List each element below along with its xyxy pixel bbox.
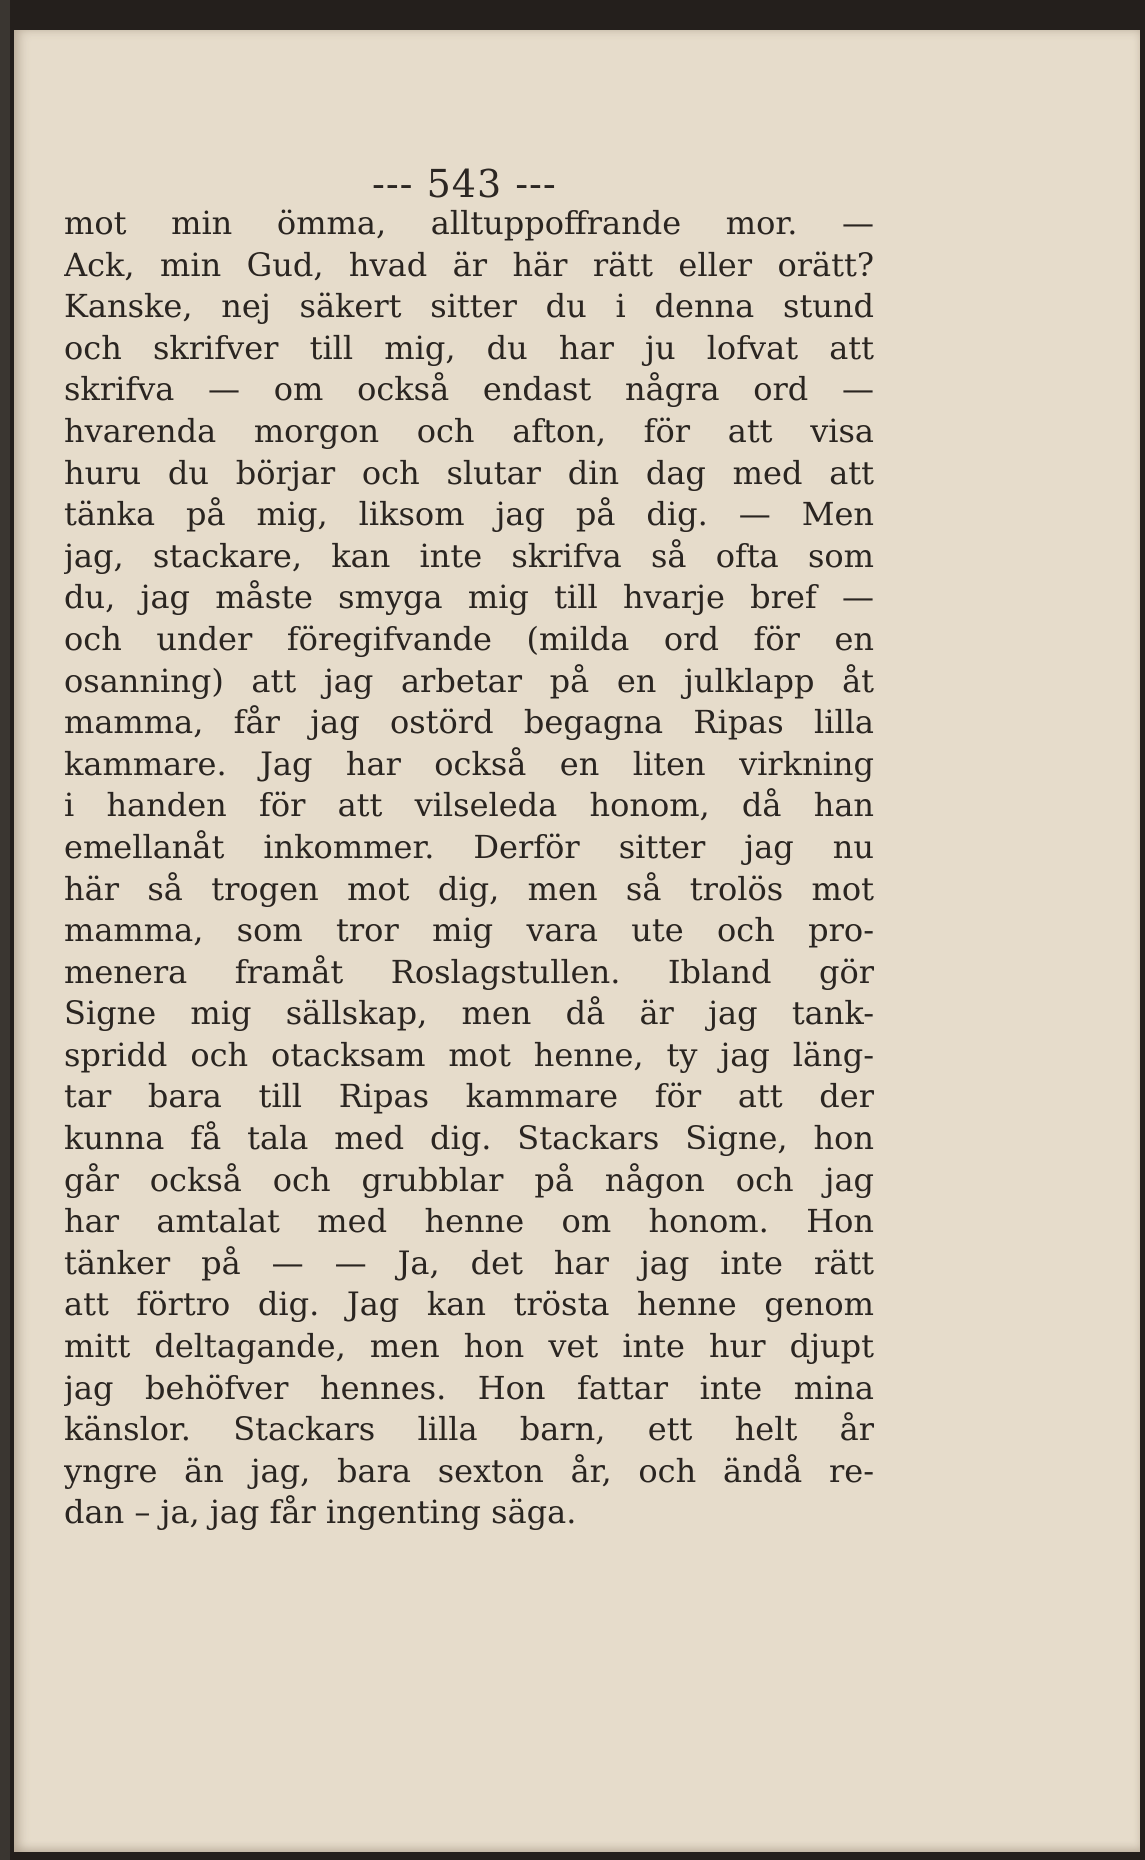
- text-line: kammare. Jag har också en liten virkning: [64, 744, 874, 783]
- text-line: Kanske, nej säkert sitter du i denna stund: [64, 287, 874, 326]
- text-line: tänka på mig, liksom jag på dig. — Men: [64, 495, 874, 534]
- text-line: kunna få tala med dig. Stackars Signe, hon: [64, 1119, 874, 1158]
- text-line: mitt deltagande, men hon vet inte hur djupt: [64, 1327, 874, 1366]
- body-text: [64, 203, 874, 1534]
- text-line: jag, stackare, kan inte skrifva så ofta som: [64, 536, 874, 575]
- text-line: mamma, som tror mig vara ute och pro-: [64, 911, 874, 950]
- text-line: Signe mig sällskap, men då är jag tank-: [64, 994, 874, 1033]
- text-line: har amtalat med henne om honom. Hon: [64, 1202, 874, 1241]
- text-line: du, jag måste smyga mig till hvarje bref —: [64, 578, 874, 617]
- text-line: och skrifver till mig, du har ju lofvat att: [64, 328, 874, 367]
- text-line: dan – ja, jag får ingenting säga.: [64, 1493, 577, 1532]
- text-line: här så trogen mot dig, men så trolös mot: [64, 869, 874, 908]
- text-line: känslor. Stackars lilla barn, ett helt år: [64, 1410, 874, 1449]
- text-line: går också och grubblar på någon och jag: [64, 1160, 874, 1199]
- text-line: mamma, får jag ostörd begagna Ripas lilla: [64, 703, 874, 742]
- page-number: --- 543 ---: [372, 162, 557, 206]
- text-line: Ack, min Gud, hvad är här rätt eller orätt?: [64, 245, 874, 284]
- text-line: jag behöfver hennes. Hon fattar inte mina: [64, 1368, 874, 1407]
- text-line: att förtro dig. Jag kan trösta henne genom: [64, 1285, 874, 1324]
- text-line: mot min ömma, alltuppoffrande mor. —: [64, 204, 874, 242]
- text-line: yngre än jag, bara sexton år, och ändå re-: [64, 1451, 874, 1490]
- text-line: spridd och otacksam mot henne, ty jag läng-: [64, 1035, 874, 1074]
- text-line: skrifva — om också endast några ord —: [64, 370, 874, 409]
- text-line: huru du börjar och slutar din dag med att: [64, 453, 874, 492]
- book-spine-edge: [0, 0, 10, 1860]
- text-line: emellanåt inkommer. Derför sitter jag nu: [64, 827, 874, 866]
- text-line: och under föregifvande (milda ord för en: [64, 619, 874, 658]
- text-line: tar bara till Ripas kammare för att der: [64, 1077, 874, 1116]
- text-line: hvarenda morgon och afton, för att visa: [64, 411, 874, 450]
- text-line: tänker på — — Ja, det har jag inte rätt: [64, 1243, 874, 1282]
- text-line: osanning) att jag arbetar på en julklapp åt: [64, 661, 874, 700]
- text-line: menera framåt Roslagstullen. Ibland gör: [64, 952, 874, 991]
- text-line: i handen för att vilseleda honom, då han: [64, 786, 874, 825]
